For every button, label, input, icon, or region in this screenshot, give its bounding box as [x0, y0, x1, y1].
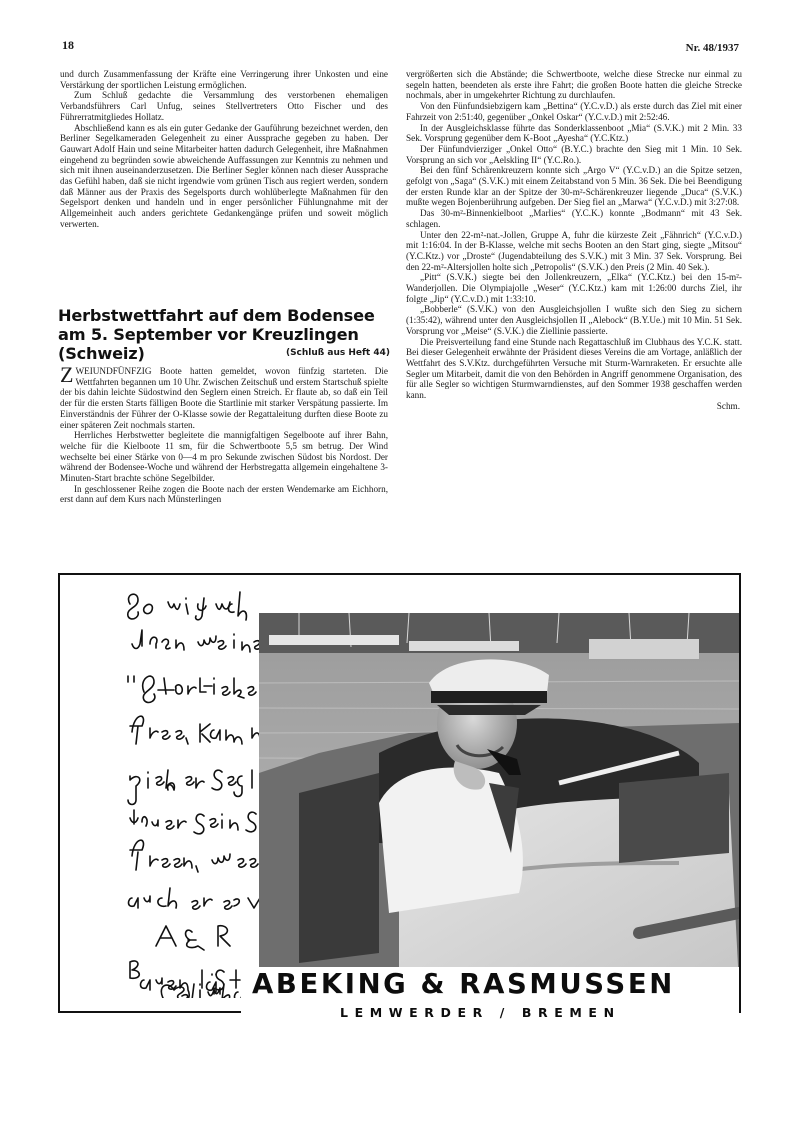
paragraph: In geschlossener Reihe zogen die Boote nach der ersten Wendemarke am Eichhorn, erst dann auf dem Kurs nach Münsterlingen — [60, 483, 388, 505]
paragraph: Zum Schluß gedachte die Versammlung des verstorbenen ehemaligen Verbandsführers Carl Unfug, seines Stellvertreters Otto Fischer und des Führerratmitgliedes Hollatz. — [60, 90, 388, 122]
paragraph: „Bobberle“ (S.V.K.) von den Ausgleichsjollen I wußte sich den Sieg zu sichern (1:35:42), während unter den Ausgleichsjollen II „Alebock“ (B.Y.Ue.) mit 10 Min. 51 Sek. Vorsprung vor „Meise“ (S.V.K.) die Ziellinie passierte. — [406, 304, 742, 336]
paragraph: Bei den fünf Schärenkreuzern konnte sich „Argo V“ (Y.C.v.D.) an die Spitze setzen, gefolgt von „Saga“ (S.V.K.) mit einem Zeitabstand von 5 Min. 36 Sek. Die bei Beendigung der ersten Runde klar an der Spitze der 30-m²-Schärenkreuzer liegende „Duca“ (S.V.K.) mußte wegen Bojenberührung aufgeben. Der Sieg fiel an „Marwa“ (Y.C.v.D.) mit 3:27:08. — [406, 165, 742, 208]
paragraph: Das 30-m²-Binnenkielboot „Marlies“ (Y.C.K.) konnte „Bodmann“ mit 43 Sek. schlagen. — [406, 208, 742, 229]
left-column-top — [60, 69, 388, 230]
issue-number: Nr. 48/1937 — [685, 42, 739, 54]
photo-man-on-motor-yacht — [259, 613, 739, 985]
paragraph: Unter den 22-m²-nat.-Jollen, Gruppe A, fuhr die kürzeste Zeit „Fähnrich“ (Y.C.v.D.) mit 1:16:04. In der B-Klasse, welche mit sechs Booten an den Start ging, siegte „Mitsou“ (Y.C.Ktz.) vor „Droste“ (Jugendabteilung des S.V.K.) mit 3 Min. 37 Sek. Vorsprung. Bei den 22-m²-Altersjollen holte sich „Petropolis“ (S.V.K.) den Preis (2 Min. 40 Sek.). — [406, 229, 742, 272]
drop-cap: Z — [60, 362, 74, 387]
paragraph: „Pitt“ (S.V.K.) siegte bei den Jollenkreuzern, „Elka“ (Y.C.Ktz.) bei den 15-m²-Wanderjollen. Die Olympiajolle „Weser“ (Y.C.Ktz.) kam mit 1:26:00 durchs Ziel, ihr folgte „Jip“ (Y.C.v.D.) mit 1:33:10. — [406, 272, 742, 304]
brand-location: LEMWERDER / BREMEN — [340, 1005, 621, 1020]
paragraph: In der Ausgleichsklasse führte das Sonderklassenboot „Mia“ (S.V.K.) mit 2 Min. 33 Sek. Vorsprung gegenüber dem K-Boot „Ayesha“ (Y.C.Ktz.) — [406, 122, 742, 144]
paragraph: vergrößerten sich die Abstände; die Schwertboote, welche diese Strecke nur einmal zu segeln hatten, beendeten als erste ihre Fahrt; die großen Boote hatten die gleiche Strecke nochmals, aber in umgekehrter Richtung zu durchlaufen. — [406, 69, 742, 101]
article-lead-paragraph — [60, 362, 388, 430]
paragraph: Der Fünfundvierziger „Onkel Otto“ (B.Y.C.) brachte den Sieg mit 1 Min. 10 Sek. Vorsprung an sich vor „Aelskling II“ (Y.C.Ro.). — [406, 143, 742, 165]
paragraph: und durch Zusammenfassung der Kräfte eine Verringerung ihrer Unkosten und eine Verstärkung der sportlichen Leistung ermöglichen. — [60, 69, 388, 90]
left-column-article — [60, 362, 388, 505]
photo-svg — [259, 613, 739, 985]
article-headline: Herbstwettfahrt auf dem Bodensee am 5. September vor Kreuzlingen (Schweiz) — [58, 306, 375, 363]
right-column — [406, 69, 742, 412]
author-sign: Schm. — [716, 400, 740, 411]
page-number: 18 — [62, 38, 74, 52]
brand-name: ABEKING & RASMUSSEN — [252, 968, 675, 1000]
paragraph: Herrliches Herbstwetter begleitete die mannigfaltigen Segelboote auf ihrer Bahn, welche für die Kielboote 11 sm, für die Schwertboote 5,5 sm betrug. Der Wind wechselte bei einer Stärke von 0—4 m pro Sekunde zwischen Südost bis Nordost. Der während der Bodensee-Woche und während der Herbstregatta allgemein eingehaltene 3-Minuten-Start brachte schöne Segelbilder. — [60, 430, 388, 484]
lead-text: WEIUNDFÜNFZIG Boote hatten gemeldet, wovon fünfzig starteten. Die Wettfahrten begannen um 10 Uhr. Zwischen Zeitschuß und erstem Startschuß spielte der bis dahin leichte Südostwind den Seglern einen Streich. Er flaute ab, so daß ein Teil der für die ersten Starts fälligen Boote die Startlinie mit starker Verspätung passierte. Im Einverständnis der Führer der O-Klasse sowie der Regattaleitung durften diese Boote zu einer späteren Zeit nochmals starten. — [60, 366, 388, 430]
advertisement — [58, 573, 741, 1020]
paragraph: Von den Fünfundsiebzigern kam „Bettina“ (Y.C.v.D.) als erste durch das Ziel mit einer Fahrzeit von 2:51:40, gegenüber „Onkel Oskar“ (Y.C.v.D.) mit 2:52:46. — [406, 101, 742, 122]
paragraph: Die Preisverteilung fand eine Stunde nach Regattaschluß im Clubhaus des Y.C.K. statt. Bei dieser Gelegenheit erwähnte der Präsident dieses Vereins die am Vortage, anläßlich der Wettfahrt des S.V.Ktz. durchgeführten Versuche mit Sturm-Warnraketen. Er ersuchte alle Segler um Mitarbeit, damit die von den Behörden in Angriff genommene Organisation, des für alle Segler so wichtigen Sturmwarndienstes, auf den Sommer 1938 geschaffen werden kann. — [406, 336, 742, 401]
paragraph: Abschließend kann es als ein guter Gedanke der Gauführung bezeichnet werden, den Berliner Segelkameraden Gelegenheit zu einer Aussprache gegeben zu haben. Der Gauwart Adolf Hain und seine Mitarbeiter hatten dadurch Gelegenheit, ihre Maßnahmen eingehend zu begründen sowie abweichende Auffassungen zur Kenntnis zu nehmen und sich mit ihnen auseinanderzusetzen. Die Berliner Segler können nach dieser Aussprache das Gefühl haben, daß sie nicht irgendwie vom grünen Tisch aus regiert werden, sondern daß Männer aus der Praxis des Segelsports durch wohlüberlegte Maßnahmen für den Segelsport denken und handeln und in enger persönlicher Fühlungnahme mit der Allgemeinheit auch anders gerichtete Gedankengänge prüfen und soweit möglich verwerten. — [60, 122, 388, 229]
article-subtitle: (Schluß aus Heft 44) — [285, 348, 390, 358]
